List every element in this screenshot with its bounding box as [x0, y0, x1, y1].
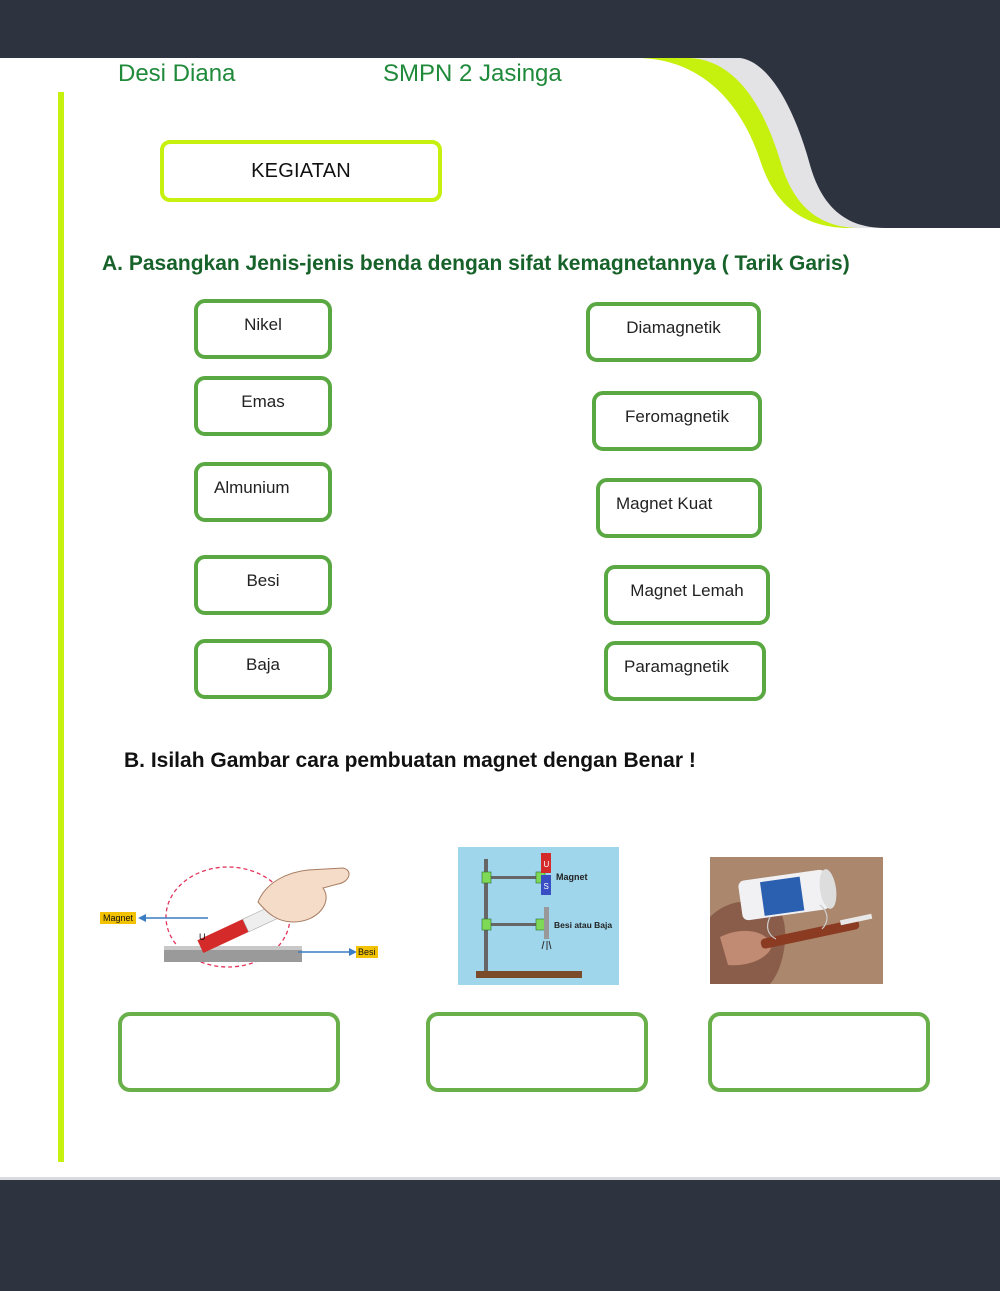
header-wave-decoration	[0, 0, 1000, 240]
electromagnet-photo	[710, 857, 883, 984]
label-magnet-1: Magnet	[103, 913, 134, 923]
bottom-band	[0, 1180, 1000, 1291]
property-box-paramagnetik[interactable]: Paramagnetik	[604, 641, 766, 701]
answer-box-2[interactable]	[426, 1012, 648, 1092]
label-besi-baja-2: Besi atau Baja	[554, 920, 613, 930]
induction-method-image	[458, 847, 619, 985]
object-box-nikel[interactable]: Nikel	[194, 299, 332, 359]
property-box-diamagnetik[interactable]: Diamagnetik	[586, 302, 761, 362]
label-magnet-2: Magnet	[556, 872, 588, 882]
rubbing-method-image	[98, 862, 383, 970]
label-u-1: U	[199, 932, 206, 942]
property-box-magnet-lemah[interactable]: Magnet Lemah	[604, 565, 770, 625]
answer-box-1[interactable]	[118, 1012, 340, 1092]
property-box-magnet-kuat[interactable]: Magnet Kuat	[596, 478, 762, 538]
answer-box-3[interactable]	[708, 1012, 930, 1092]
label-u-2: U	[543, 860, 550, 869]
label-besi-1: Besi	[358, 947, 376, 957]
object-box-emas[interactable]: Emas	[194, 376, 332, 436]
section-b-title: B. Isilah Gambar cara pembuatan magnet dengan Benar !	[124, 749, 696, 772]
left-accent-bar	[58, 92, 64, 1162]
kegiatan-label-box: KEGIATAN	[160, 140, 442, 202]
object-box-baja[interactable]: Baja	[194, 639, 332, 699]
section-a-title: A. Pasangkan Jenis-jenis benda dengan sifat kemagnetannya ( Tarik Garis)	[102, 252, 850, 275]
object-box-almunium[interactable]: Almunium	[194, 462, 332, 522]
school-name: SMPN 2 Jasinga	[383, 60, 562, 87]
object-box-besi[interactable]: Besi	[194, 555, 332, 615]
author-name: Desi Diana	[118, 60, 236, 87]
property-box-feromagnetik[interactable]: Feromagnetik	[592, 391, 762, 451]
label-s-2: S	[543, 882, 549, 891]
